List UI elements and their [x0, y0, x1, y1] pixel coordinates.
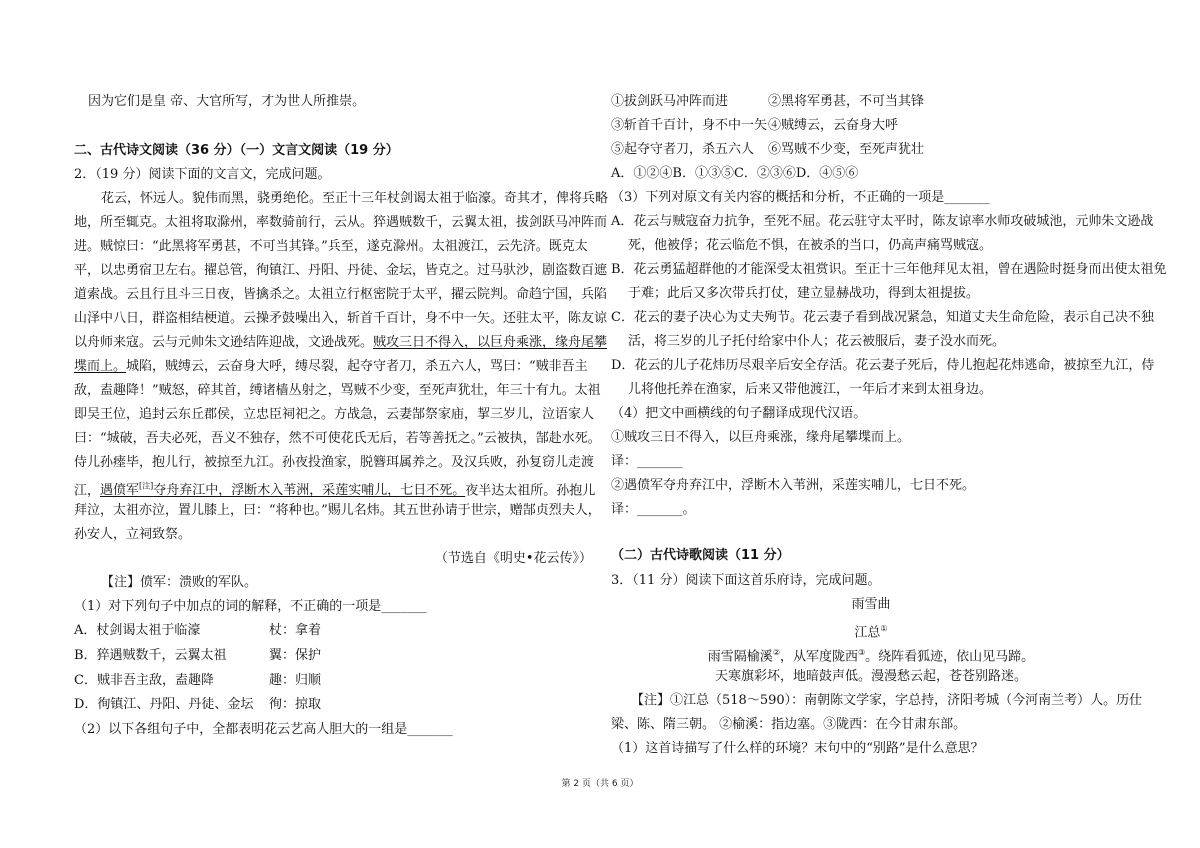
option-d: D．徇镇江、丹阳、丹徒、金坛	[74, 697, 254, 712]
choice-item: ⑤起夺守者刀，杀五六人	[611, 142, 755, 157]
passage-line: 以舟师来寇。云与元帅朱文逊结阵迎战，文逊战死。贼攻三日不得入，以巨舟乘涨，缘舟尾攀	[74, 335, 608, 350]
option-a-cont: 死，他被俘；花云临危不惧，在被杀的当口，仍高声痛骂贼寇。	[628, 238, 993, 253]
passage-line: 道索战。云且行且斗三日夜，皆擒杀之。太祖立行枢密院于太平，擢云院判。命趋宁国，兵陷	[74, 287, 608, 302]
source-citation: （节选自《明史•花云传》）	[434, 551, 592, 566]
page-number: 第 2 页（共 6 页）	[561, 779, 639, 789]
underlined-sentence: 贼攻三日不得入，以巨舟乘涨，缘舟尾攀	[373, 335, 608, 350]
choice-item: ③斩首千百计，身不中一矢	[611, 118, 768, 133]
section-heading: 二、古代诗文阅读（36 分）（一）文言文阅读（19 分）	[74, 143, 399, 158]
option-b: B．猝遇贼数千，云翼太祖	[74, 648, 227, 663]
choice-item: ①拔剑跃马冲阵而进	[611, 94, 729, 109]
passage-line: 花云，怀远人。貌伟而黑，骁勇绝伦。至正十三年杖剑谒太祖于临濠。奇其才，俾将兵略	[101, 191, 609, 206]
option-b-cont: 于难；此后又多次带兵打仗，建立显赫战功，得到太祖提拔。	[628, 286, 980, 301]
translate-answer-1: 译：_______	[611, 454, 683, 469]
passage-line: 敌，盍趣降！”贼怒，碎其首，缚诸樯丛射之，骂贼不少变，至死声犹壮，年三十有九。太祖	[74, 383, 601, 398]
option-d-cont: 儿将他托养在渔家，后来又带他渡江，一年后才来到太祖身边。	[628, 382, 993, 397]
option-c: C．贼非吾主敌，盍趣降	[74, 673, 214, 688]
passage-line: 进。贼惊曰：“此黑将军勇甚，不可当其锋。”兵至，遂克滁州。太祖渡江，云先济。既克太	[74, 239, 588, 254]
passage-line: 平，以忠勇宿卫左右。擢总管，徇镇江、丹阳、丹徒、金坛，皆克之。过马驮沙，剧盗数百遮	[74, 263, 608, 278]
passage-line: 堞而上。城陷，贼缚云，云奋身大呼，缚尽裂，起夺守者刀，杀五六人，骂曰：“贼非吾主	[74, 359, 588, 374]
poem-author: 江总①	[854, 624, 888, 641]
choice-item: ④贼缚云，云奋身大呼	[768, 118, 899, 133]
poem-line: 雨雪隔榆溪②，从军度陇西③。绕阵看狐迹，依山见马蹄。	[707, 648, 1035, 665]
underlined-sentence: 堞而上。	[74, 359, 127, 374]
option-a-answer: 杖：拿着	[269, 623, 322, 638]
option-a: A．杖剑谒太祖于临濠	[74, 623, 201, 638]
underlined-sentence: 遇偾军[注]夺舟弃江中，浮断木入苇洲，采莲实哺儿，七日不死。	[100, 482, 466, 499]
question-2-4: （4）把文中画横线的句子翻译成现代汉语。	[611, 406, 867, 421]
question-2-3: （3）下列对原文有关内容的概括和分析，不正确的一项是_______	[611, 190, 990, 205]
text-line: 因为它们是皇 帝、大官所写，才为世人所推崇。	[88, 94, 366, 109]
passage-line: 曰：“城破，吾夫必死，吾义不独存，然不可使花氏无后，若等善抚之。”云被执，郜赴水死。	[74, 431, 601, 446]
passage-line: 侍儿孙瘗毕，抱儿行，被掠至九江。孙夜投渔家，脱簪珥属养之。及汉兵败，孙复窃儿走渡	[74, 455, 595, 470]
passage-line: 山泽中八日，群盗相结梗道。云操矛鼓噪出入，斩首千百计，身不中一矢。还驻太平，陈友谅	[74, 311, 608, 326]
option-d: D．花云的儿子花炜历尽艰辛后安全存活。花云妻子死后，侍儿抱起花炜逃命，被掠至九江，侍	[611, 358, 1155, 373]
question-2: 2．（19 分）阅读下面的文言文，完成问题。	[74, 167, 331, 182]
section-heading: （二）古代诗歌阅读（11 分）	[611, 548, 790, 563]
poem-title: 雨雪曲	[851, 597, 891, 612]
translate-sentence-2: ②遇偾军夺舟弃江中，浮断木入苇洲，采莲实哺儿，七日不死。	[611, 478, 976, 493]
question-3-1: （1）这首诗描写了什么样的环境？末句中的“别路”是什么意思？	[611, 741, 984, 756]
passage-line: 拜泣，太祖亦泣，置儿膝上，曰：“将种也。”赐儿名炜。其五世孙请于世宗，赠郜贞烈夫人，	[74, 503, 601, 518]
passage-line: 江，遇偾军[注]夺舟弃江中，浮断木入苇洲，采莲实哺儿，七日不死。夜半达太祖所。孙抱儿	[74, 482, 596, 499]
choice-item: ②黑将军勇甚，不可当其锋	[768, 94, 925, 109]
poem-note: 【注】①江总（518～590）：南朝陈文学家，字总持，济阳考城（今河南兰考）人。历仕	[631, 693, 1143, 708]
note-marker: [注]	[139, 482, 154, 491]
passage-line: 孙安人，立祠致祭。	[74, 527, 192, 542]
option-b-answer: 翼：保护	[269, 648, 322, 663]
question-2-1: （1）对下列句子中加点的词的解释，不正确的一项是_______	[74, 599, 427, 614]
question-3: 3．（11 分）阅读下面这首乐府诗，完成问题。	[611, 573, 881, 588]
poem-note-cont: 梁、陈、隋三朝。 ②榆溪：指边塞。③陇西：在今甘肃东部。	[611, 717, 967, 732]
option-d-answer: 徇：掠取	[269, 697, 322, 712]
option-c-cont: 活，将三岁的儿子托付给家中仆人；花云被服后，妻子没水而死。	[628, 334, 1006, 349]
choice-options: A．①②④B．①③⑤C．②③⑥D．④⑤⑥	[611, 166, 859, 181]
option-a: A．花云与贼寇奋力抗争，至死不屈。花云驻守太平时，陈友谅率水师攻破城池，元帅朱文逊战	[611, 214, 1154, 229]
option-c-answer: 趣：归顺	[269, 673, 322, 688]
option-b: B．花云勇猛超群他的才能深受太祖赏识。至正十三年他拜见太祖，曾在遇险时挺身而出使太祖免	[611, 262, 1167, 277]
choice-item: ⑥骂贼不少变，至死声犹壮	[768, 142, 925, 157]
option-c: C．花云的妻子决心为丈夫殉节。花云妻子看到战况紧急，知道丈夫生命危险，表示自己决不独	[611, 310, 1154, 325]
poem-line: 天寒旗彩坏，地暗鼓声低。漫漫愁云起，苍苍别路迷。	[714, 669, 1027, 684]
translate-answer-2: 译：_______。	[611, 502, 696, 517]
passage-line: 地，所至辄克。太祖将取滁州，率数骑前行，云从。猝遇贼数千，云翼太祖，拔剑跃马冲阵而	[74, 215, 608, 230]
note: 【注】偾军：溃败的军队。	[101, 575, 258, 590]
question-2-2: （2）以下各组句子中，全都表明花云艺高人胆大的一组是_______	[74, 722, 453, 737]
passage-line: 即吴王位，追封云东丘郡侯，立忠臣祠祀之。方战急，云妻郜祭家庙，挈三岁儿，泣语家人	[74, 407, 595, 422]
translate-sentence-1: ①贼攻三日不得入，以巨舟乘涨，缘舟尾攀堞而上。	[611, 430, 911, 445]
